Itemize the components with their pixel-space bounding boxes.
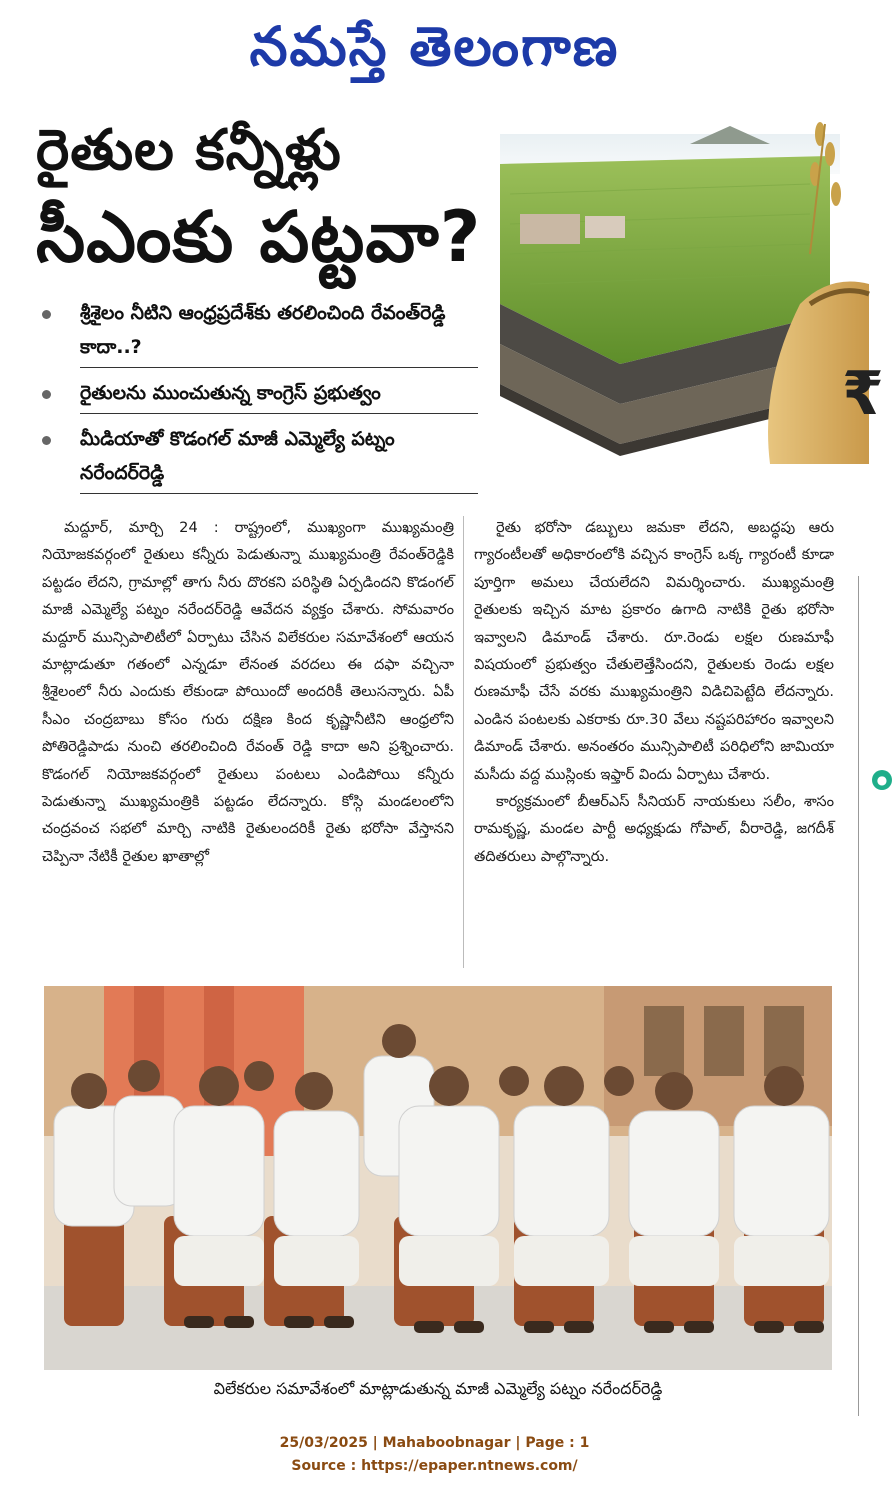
bullet-item xyxy=(38,376,478,414)
page-side-rule xyxy=(858,576,859,1416)
bullet-item xyxy=(38,422,478,494)
article-column-1 xyxy=(42,514,454,970)
newspaper-masthead: నమస్తే తెలంగాణ xyxy=(249,14,620,78)
highlight-bullets xyxy=(38,296,478,502)
article-paragraph: మద్దూర్, మార్చి 24 : రాష్ట్రంలో, ముఖ్యంగా ముఖ్యమంత్రి నియోజకవర్గంలో రైతులు కన్నీరు పెడుతున్నా ముఖ్యమంత్రి రేవంత్‌రెడ్డికి పట్టడం లేదని, గ్రామాల్లో తాగు నీరు దొరకని పరిస్థితి ఏర్పడిందని కొడంగల్ మాజీ ఎమ్మెల్యే పట్నం నరేందర్‌రెడ్డి ఆవేదన వ్యక్తం చేశారు. సోమవారం మద్దూర్ మున్సిపాలిటీలో ఏర్పాటు చేసిన విలేకరుల సమావేశంలో ఆయన మాట్లాడుతూ గతంలో ఎన్నడూ లేనంత వరదలు ఈ దఫా వచ్చినా శ్రీశైలంలో నీరు ఎందుకు లేకుండా పోయిందో అందరికీ తెలుసన్నారు. ఏపీ సీఎం చంద్రబాబు కోసం గురు దక్షిణ కింద కృష్ణానీటిని ఆంధ్రలోని పోతిరెడ్డిపాడు నుంచి తరలించింది రేవంత్ రెడ్డి కాదా అని ప్రశ్నించారు. కొడంగల్ నియోజకవర్గంలో రైతులు పంటలు ఎండిపోయి కన్నీరు పెడుతున్నా ముఖ్యమంత్రికి పట్టడం లేదన్నారు. కోస్గి మండలంలోని చంద్రవంచ సభలో మార్చి నాటికి రైతులందరికీ రైతు భరోసా వేస్తానని చెప్పినా నేటికీ రైతుల ఖాతాల్లో xyxy=(42,519,454,865)
bullet-text: శ్రీశైలం నీటిని ఆంధ్రప్రదేశ్‌కు తరలించింది రేవంత్‌రెడ్డి కాదా..? xyxy=(80,296,478,368)
bullet-dot-icon xyxy=(42,436,51,445)
bullet-item xyxy=(38,296,478,368)
photo-caption: విలేకరుల సమావేశంలో మాట్లాడుతున్న మాజీ ఎమ్మెల్యే పట్నం నరేందర్‌రెడ్డి xyxy=(213,1379,663,1398)
edition-info: 25/03/2025 | Mahaboobnagar | Page : 1 xyxy=(279,1435,590,1451)
bullet-text: రైతులను ముంచుతున్న కాంగ్రెస్ ప్రభుత్వం xyxy=(80,376,478,414)
headline-line-2: సీఎంకు పట్టవా? xyxy=(36,196,482,278)
bullet-dot-icon xyxy=(42,310,51,319)
article-paragraph: కార్యక్రమంలో బీఆర్ఎస్ సీనియర్ నాయకులు సలీం, శాసం రామకృష్ణ, మండల పార్టీ అధ్యక్షుడు గోపాల్, వీరారెడ్డి, జగదీశ్ తదితరులు పాల్గొన్నారు. xyxy=(474,793,834,865)
farmland-illustration xyxy=(470,104,884,464)
source-link[interactable]: Source : https://epaper.ntnews.com/ xyxy=(291,1458,578,1474)
bullet-text: మీడియాతో కొడంగల్ మాజీ ఎమ్మెల్యే పట్నం నరేందర్‌రెడ్డి xyxy=(80,422,478,494)
headline-line-1: రైతుల కన్నీళ్లు xyxy=(36,118,342,183)
share-icon[interactable]: ● xyxy=(872,770,892,790)
bullet-dot-icon xyxy=(42,390,51,399)
press-meet-photo xyxy=(44,986,832,1370)
svg-text:₹: ₹ xyxy=(842,359,884,429)
column-divider xyxy=(463,516,464,968)
article-column-2 xyxy=(474,514,834,970)
article-paragraph: రైతు భరోసా డబ్బులు జమకా లేదని, అబద్ధపు ఆరు గ్యారంటీలతో అధికారంలోకి వచ్చిన కాంగ్రెస్ ఒక్క గ్యారంటీ కూడా పూర్తిగా అమలు చేయలేదని విమర్శించారు. ముఖ్యమంత్రి రైతులకు ఇచ్చిన మాట ప్రకారం ఉగాది నాటికి రైతు భరోసా ఇవ్వాలని డిమాండ్ చేశారు. రూ.రెండు లక్షల రుణమాఫీ విషయంలో ప్రభుత్వం చేతులెత్తేసిందని, రైతులకు రెండు లక్షల రుణమాఫీ చేసే వరకు ముఖ్యమంత్రిని విడిచిపెట్టేది లేదన్నారు. ఎండిన పంటలకు ఎకరాకు రూ.30 వేలు నష్టపరిహారం ఇవ్వాలని డిమాండ్ చేశారు. అనంతరం మున్సిపాలిటీ పరిధిలోని జామియా మసీదు వద్ద ముస్లింకు ఇఫ్తార్ విందు ఏర్పాటు చేశారు. xyxy=(474,519,834,783)
